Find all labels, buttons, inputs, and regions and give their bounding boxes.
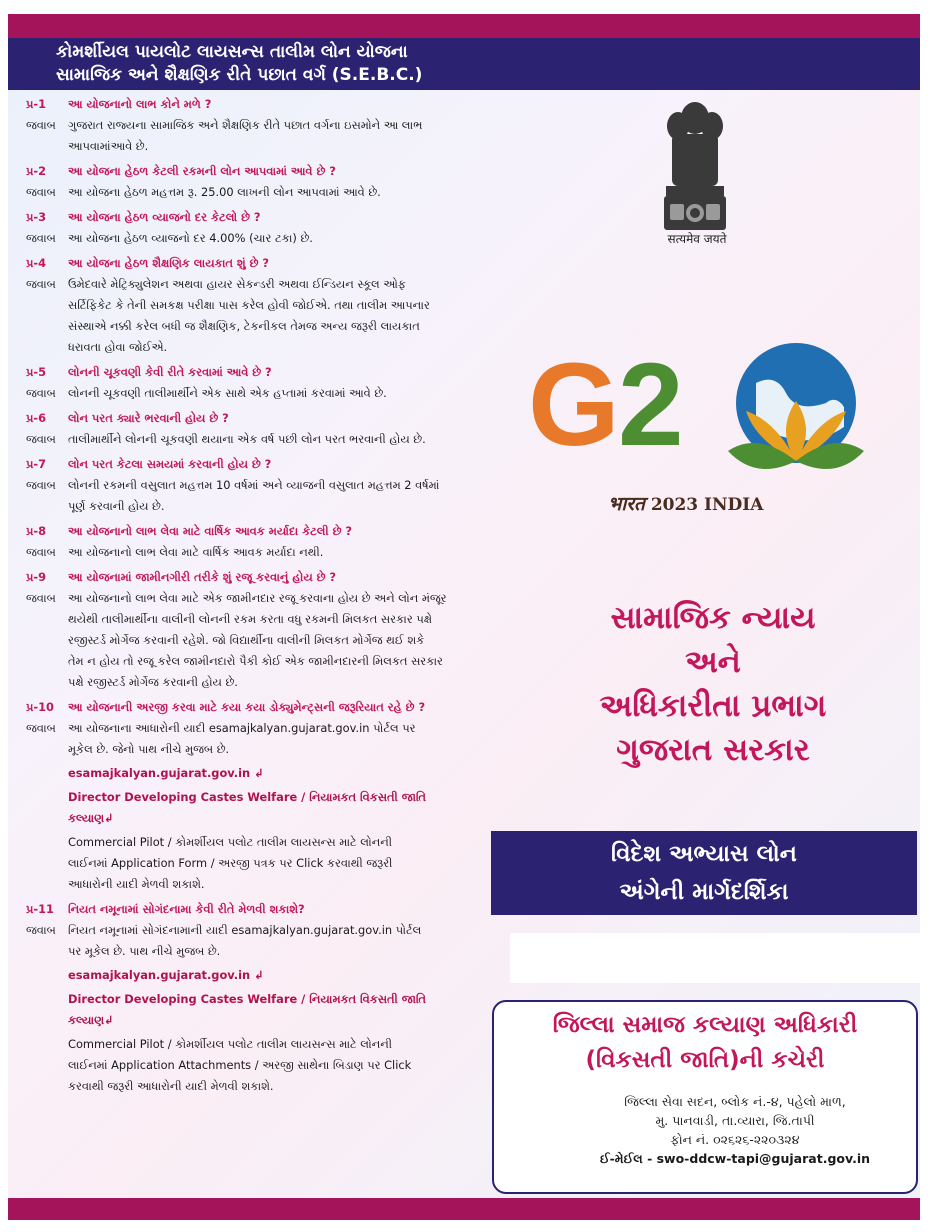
office-contact-box	[492, 1000, 918, 1194]
g20-caption	[608, 490, 763, 516]
answer-4-cont: ધરાવતા હોવા જોઈએ.	[68, 340, 168, 354]
answer-7-cont: પૂર્ણ કરવાની હોય છે.	[68, 499, 165, 513]
question-2: પ્ર-2 આ યોજના હેઠળ કેટલી રકમની લોન આપવામાં આવે છે ?	[26, 164, 336, 178]
brochure-page	[8, 38, 920, 1198]
question-8: પ્ર-8 આ યોજનાનો લાભ લેવા માટે વાર્ષિક આવક મર્યાદા કેટલી છે ?	[26, 524, 352, 538]
application-note-cont: આધારોની યાદી મેળવી શકાશે.	[68, 877, 205, 891]
answer-9: જવાબ આ યોજનાનો લાભ લેવા માટે એક જામીનદાર રજૂ કરવાના હોય છે અને લોન મંજૂર	[26, 591, 447, 605]
answer-9-cont: પક્ષે રજીસ્ટર્ડ મોર્ગેજ કરવાની હોય છે.	[68, 675, 238, 689]
national-emblem-icon	[656, 96, 734, 236]
guide-line-2: અંગેની માર્ગદર્શિકા	[619, 879, 789, 905]
office-address-line-1: જિલ્લા સેવા સદન, બ્લોક નં.-૪, પહેલો માળ,	[624, 1094, 846, 1109]
answer-1: જવાબ ગુજરાત રાજ્યના સામાજિક અને શૈક્ષણિક રીતે પછાત વર્ગના ઇસમોને આ લાભ	[26, 118, 423, 132]
attachments-note: Commercial Pilot / કોમર્શીયલ પલોટ તાલીમ લાયસન્સ માટે લોનની	[68, 1037, 393, 1051]
question-7: પ્ર-7 લોન પરત કેટલા સમયમાં કરવાની હોય છે ?	[26, 457, 272, 471]
office-email[interactable]: ઈ-મેઈલ - swo-ddcw-tapi@gujarat.gov.in	[599, 1151, 871, 1166]
g20-logo-g: G	[528, 339, 620, 471]
answer-11: જવાબ નિયત નમૂનામાં સોગંદનામાની યાદી esamajkalyan.gujarat.gov.in પોર્ટલ	[26, 923, 422, 937]
answer-9-cont: રજીસ્ટર્ડ મોર્ગેજ કરવાની રહેશે. જો વિદ્યાર્થીના વાલીની મિલકત મોર્ગેજ થઈ શકે	[68, 633, 425, 647]
question-9: પ્ર-9 આ યોજનામાં જામીનગીરી તરીકે શું રજૂ કરવાનું હોય છે ?	[26, 570, 337, 584]
guide-banner	[491, 831, 917, 915]
director-link-2-cont[interactable]: કલ્યાણ↲	[68, 1013, 114, 1027]
application-note: Commercial Pilot / કોમર્શીયલ પલોટ તાલીમ લાયસન્સ માટે લોનની	[68, 835, 393, 849]
answer-9-cont: થયેથી તાલીમાર્થીના વાલીની લોનની રકમ કરતા વધુ રકમની મિલકત સરકાર પક્ષે	[68, 612, 432, 626]
director-link-cont[interactable]: કલ્યાણ↲	[68, 811, 114, 825]
g20-logo-2: 2	[618, 339, 684, 471]
answer-10: જવાબ આ યોજનાના આધારોની યાદી esamajkalyan.gujarat.gov.in પોર્ટલ પર	[26, 721, 416, 735]
attachments-note-cont: કરવાથી જરૂરી આધારોની યાદી મેળવી શકાશે.	[68, 1079, 274, 1093]
answer-9-cont: તેમ ન હોય તો રજૂ કરેલ જામીનદારો પૈકી કોઈ એક જામીનદારની મિલકત સરકાર	[68, 654, 443, 668]
office-title-line-2: (વિકસતી જાતિ)ની કચેરી	[585, 1047, 825, 1073]
answer-4-cont: સર્ટિફિકેટ કે તેની સમકક્ષ પરીક્ષા પાસ કરેલ હોવી જોઈએ. તથા તાલીમ આપનાર	[68, 298, 430, 312]
department-heading	[528, 596, 898, 772]
question-1: પ્ર-1 આ યોજનાનો લાભ કોને મળે ?	[26, 97, 212, 111]
answer-10-cont: મૂકેલ છે. જેનો પાથ નીચે મુજબ છે.	[68, 742, 230, 756]
faq-list	[26, 94, 476, 1097]
bottom-accent-bar	[8, 1198, 920, 1220]
department-line-3: અધિકારીતા પ્રભાગ	[599, 688, 827, 724]
question-3: પ્ર-3 આ યોજના હેઠળ વ્યાજનો દર કેટલો છે ?	[26, 210, 261, 224]
title-line-2: સામાજિક અને શૈક્ષણિક રીતે પછાત વર્ગ (S.E.B.C.)	[56, 65, 423, 85]
emblem-motto: सत्यमेव जयते	[667, 232, 727, 246]
question-5: પ્ર-5 લોનની ચૂકવણી કેવી રીતે કરવામાં આવે છે ?	[26, 365, 272, 379]
answer-8: જવાબ આ યોજનાનો લાભ લેવા માટે વાર્ષિક આવક મર્યાદા નથી.	[26, 545, 324, 559]
answer-1-cont: આપવામાંઆવે છે.	[68, 139, 149, 153]
office-title	[494, 1008, 916, 1078]
question-6: પ્ર-6 લોન પરત ક્યારે ભરવાની હોય છે ?	[26, 411, 229, 425]
question-10: પ્ર-10 આ યોજનાની અરજી કરવા માટે કયા કયા ડોક્યુમેન્ટ્સની જરૂરિયાત રહે છે ?	[26, 700, 426, 714]
department-line-1: સામાજિક ન્યાય	[610, 600, 816, 636]
title-line-1: કોમર્શીયલ પાયલોટ લાયસન્સ તાલીમ લોન યોજના	[56, 42, 408, 62]
portal-link-2[interactable]: esamajkalyan.gujarat.gov.in ↲	[68, 968, 264, 982]
guide-line-1: વિદેશ અભ્યાસ લોન	[611, 841, 797, 867]
top-accent-bar	[8, 14, 920, 38]
blank-box	[510, 933, 920, 983]
g20-year-country: 2023 INDIA	[650, 495, 764, 515]
department-line-4: ગુજરાત સરકાર	[616, 732, 810, 768]
office-address-line-2: મુ. પાનવાડી, તા.વ્યારા, જિ.તાપી	[655, 1113, 815, 1128]
answer-11-cont: પર મૂકેલ છે. પાથ નીચે મુજબ છે.	[68, 944, 221, 958]
office-phone: ફોન નં. ૦૨૬૨૬-૨૨૦૩૨૪	[670, 1132, 800, 1147]
answer-2: જવાબ આ યોજના હેઠળ મહત્તમ રૂ. 25.00 લાખની લોન આપવામાં આવે છે.	[26, 185, 381, 199]
title-band	[8, 38, 920, 90]
answer-4-cont: સંસ્થાએ નક્કી કરેલ બધી જ શૈક્ષણિક, ટેકનીકલ તેમજ અન્ય જરૂરી લાયકાત	[68, 319, 420, 333]
answer-7: જવાબ લોનની રકમની વસુલાત મહત્તમ 10 વર્ષમાં અને વ્યાજની વસુલાત મહત્તમ 2 વર્ષમાં	[26, 478, 440, 492]
office-address	[494, 1092, 916, 1168]
g20-bharat: भारत	[608, 493, 645, 515]
answer-6: જવાબ તાલીમાર્થીને લોનની ચૂકવણી થયાના એક વર્ષ પછી લોન પરત ભરવાની હોય છે.	[26, 432, 426, 446]
question-4: પ્ર-4 આ યોજના હેઠળ શૈક્ષણિક લાયકાત શું છે ?	[26, 256, 270, 270]
portal-link[interactable]: esamajkalyan.gujarat.gov.in ↲	[68, 766, 264, 780]
office-title-line-1: જિલ્લા સમાજ કલ્યાણ અધિકારી	[552, 1012, 858, 1038]
director-link[interactable]: Director Developing Castes Welfare / નિયામકત વિકસતી જાતિ	[68, 790, 426, 804]
answer-4: જવાબ ઉમેદવારે મેટ્રિક્યુલેશન અથવા હાયર સેકન્ડરી અથવા ઈન્ડિયન સ્કૂલ ઓફ	[26, 277, 406, 291]
application-note-cont: લાઈનમાં Application Form / અરજી પત્રક પર Click કરવાથી જરૂરી	[68, 856, 393, 870]
answer-3: જવાબ આ યોજના હેઠળ વ્યાજનો દર 4.00% (ચાર ટકા) છે.	[26, 231, 313, 245]
question-11: પ્ર-11 નિયત નમૂનામાં સોગંદનામા કેવી રીતે મેળવી શકાશે?	[26, 902, 305, 916]
director-link-2[interactable]: Director Developing Castes Welfare / નિયામકત વિકસતી જાતિ	[68, 992, 426, 1006]
g20-logo-icon	[528, 333, 888, 483]
answer-5: જવાબ લોનની ચૂકવણી તાલીમાર્થીને એક સાથે એક હપ્તામાં કરવામાં આવે છે.	[26, 386, 387, 400]
department-line-2: અને	[685, 644, 741, 680]
attachments-note-cont: લાઈનમાં Application Attachments / અરજી સાથેના બિડાણ પર Click	[68, 1058, 412, 1072]
